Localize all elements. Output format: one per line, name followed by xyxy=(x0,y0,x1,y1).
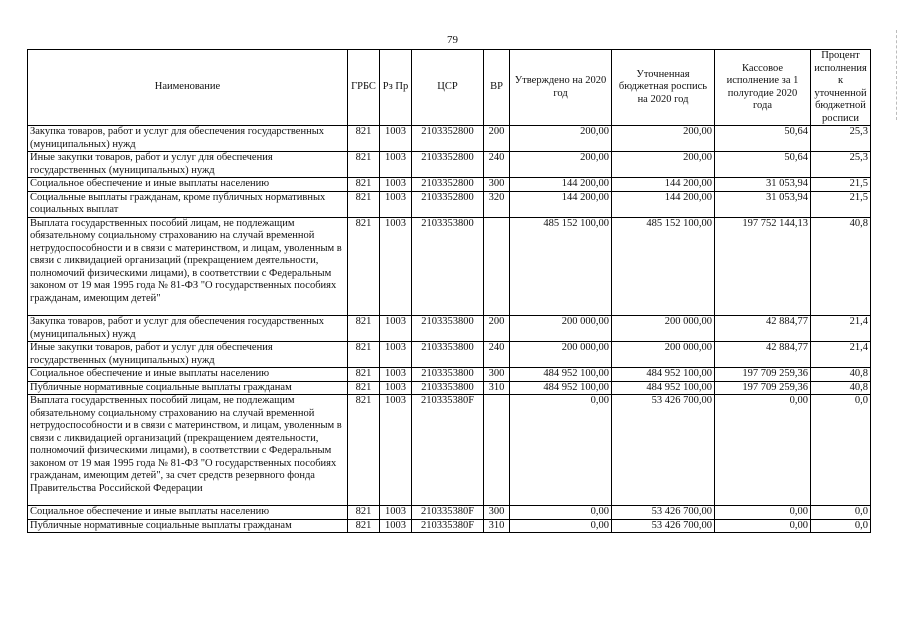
cell-refined: 485 152 100,00 xyxy=(612,217,715,316)
cell-name: Иные закупки товаров, работ и услуг для обеспечения государственных (муниципальных) нужд xyxy=(28,152,348,178)
cell-cash: 197 752 144,13 xyxy=(715,217,811,316)
cell-vr: 200 xyxy=(484,316,510,342)
cell-csr: 2103352800 xyxy=(412,178,484,192)
cell-percent: 40,8 xyxy=(811,381,871,395)
cell-rzpr: 1003 xyxy=(380,191,412,217)
cell-rzpr: 1003 xyxy=(380,381,412,395)
cell-grbs: 821 xyxy=(348,191,380,217)
cell-refined: 53 426 700,00 xyxy=(612,519,715,533)
margin-mark xyxy=(895,30,897,120)
cell-name: Закупка товаров, работ и услуг для обеспечения государственных (муниципальных) нужд xyxy=(28,126,348,152)
cell-percent: 21,4 xyxy=(811,342,871,368)
cell-vr xyxy=(484,217,510,316)
cell-percent: 21,5 xyxy=(811,178,871,192)
cell-approved: 200 000,00 xyxy=(510,342,612,368)
cell-grbs: 821 xyxy=(348,217,380,316)
cell-cash: 31 053,94 xyxy=(715,191,811,217)
cell-csr: 2103353800 xyxy=(412,342,484,368)
table-row xyxy=(28,178,871,192)
cell-vr: 240 xyxy=(484,152,510,178)
cell-refined: 53 426 700,00 xyxy=(612,395,715,506)
cell-grbs: 821 xyxy=(348,381,380,395)
cell-percent: 21,4 xyxy=(811,316,871,342)
cell-name: Выплата государственных пособий лицам, не подлежащим обязательному социальному страхованию на случай временной нетрудоспособности и в связи с материнством, и лицам, уволенным в связи с ликвидацией организаций (прекращением деятельности, полномочий физическими лицами), в соответствии с Федеральным законом от 19 мая 1995 года № 81-ФЗ "О государственных пособиях гражданам, имеющим детей", за счет средств резервного фонда Правительства Российской Федерации xyxy=(28,395,348,506)
header-cash: Кассовое исполнение за 1 полугодие 2020 года xyxy=(715,50,811,126)
table-row xyxy=(28,395,871,506)
cell-rzpr: 1003 xyxy=(380,126,412,152)
cell-rzpr: 1003 xyxy=(380,519,412,533)
header-refined: Уточненная бюджетная роспись на 2020 год xyxy=(612,50,715,126)
cell-percent: 40,8 xyxy=(811,217,871,316)
cell-refined: 144 200,00 xyxy=(612,191,715,217)
page-number: 79 xyxy=(447,34,458,46)
cell-refined: 53 426 700,00 xyxy=(612,506,715,520)
cell-rzpr: 1003 xyxy=(380,506,412,520)
cell-percent: 25,3 xyxy=(811,126,871,152)
cell-grbs: 821 xyxy=(348,395,380,506)
cell-name: Иные закупки товаров, работ и услуг для обеспечения государственных (муниципальных) нужд xyxy=(28,342,348,368)
cell-vr: 300 xyxy=(484,506,510,520)
cell-approved: 485 152 100,00 xyxy=(510,217,612,316)
cell-grbs: 821 xyxy=(348,506,380,520)
cell-vr: 310 xyxy=(484,381,510,395)
cell-refined: 484 952 100,00 xyxy=(612,381,715,395)
header-name: Наименование xyxy=(28,50,348,126)
cell-rzpr: 1003 xyxy=(380,178,412,192)
header-vr: ВР xyxy=(484,50,510,126)
cell-percent: 21,5 xyxy=(811,191,871,217)
cell-percent: 40,8 xyxy=(811,368,871,382)
cell-csr: 210335380F xyxy=(412,395,484,506)
cell-percent: 0,0 xyxy=(811,519,871,533)
cell-csr: 210335380F xyxy=(412,519,484,533)
cell-rzpr: 1003 xyxy=(380,368,412,382)
cell-rzpr: 1003 xyxy=(380,395,412,506)
cell-refined: 200,00 xyxy=(612,152,715,178)
cell-csr: 2103352800 xyxy=(412,152,484,178)
cell-refined: 144 200,00 xyxy=(612,178,715,192)
cell-approved: 0,00 xyxy=(510,506,612,520)
cell-vr: 310 xyxy=(484,519,510,533)
cell-vr: 320 xyxy=(484,191,510,217)
cell-cash: 42 884,77 xyxy=(715,316,811,342)
cell-cash: 50,64 xyxy=(715,152,811,178)
table-row xyxy=(28,316,871,342)
cell-name: Социальное обеспечение и иные выплаты населению xyxy=(28,368,348,382)
cell-name: Социальное обеспечение и иные выплаты населению xyxy=(28,506,348,520)
cell-vr: 200 xyxy=(484,126,510,152)
table-row xyxy=(28,506,871,520)
cell-csr: 2103352800 xyxy=(412,191,484,217)
cell-name: Социальное обеспечение и иные выплаты населению xyxy=(28,178,348,192)
cell-name: Закупка товаров, работ и услуг для обеспечения государственных (муниципальных) нужд xyxy=(28,316,348,342)
cell-approved: 0,00 xyxy=(510,519,612,533)
header-rzpr: Рз Пр xyxy=(380,50,412,126)
cell-approved: 484 952 100,00 xyxy=(510,381,612,395)
cell-grbs: 821 xyxy=(348,152,380,178)
cell-approved: 144 200,00 xyxy=(510,178,612,192)
cell-approved: 0,00 xyxy=(510,395,612,506)
cell-grbs: 821 xyxy=(348,342,380,368)
cell-name: Выплата государственных пособий лицам, не подлежащим обязательному социальному страхованию на случай временной нетрудоспособности и в связи с материнством, и лицам, уволенным в связи с ликвидацией организаций (прекращением деятельности, полномочий физическими лицами), в соответствии с Федеральным законом от 19 мая 1995 года № 81-ФЗ "О государственных пособиях гражданам, имеющим детей" xyxy=(28,217,348,316)
cell-csr: 210335380F xyxy=(412,506,484,520)
cell-grbs: 821 xyxy=(348,519,380,533)
cell-grbs: 821 xyxy=(348,368,380,382)
cell-csr: 2103353800 xyxy=(412,368,484,382)
header-approved: Утверждено на 2020 год xyxy=(510,50,612,126)
table-row xyxy=(28,191,871,217)
cell-approved: 200 000,00 xyxy=(510,316,612,342)
cell-grbs: 821 xyxy=(348,126,380,152)
cell-grbs: 821 xyxy=(348,178,380,192)
table-row xyxy=(28,342,871,368)
cell-name: Публичные нормативные социальные выплаты гражданам xyxy=(28,381,348,395)
cell-cash: 0,00 xyxy=(715,506,811,520)
cell-rzpr: 1003 xyxy=(380,152,412,178)
table-row xyxy=(28,217,871,316)
cell-approved: 144 200,00 xyxy=(510,191,612,217)
cell-csr: 2103352800 xyxy=(412,126,484,152)
table-header-row xyxy=(28,50,871,126)
cell-refined: 484 952 100,00 xyxy=(612,368,715,382)
cell-cash: 42 884,77 xyxy=(715,342,811,368)
cell-cash: 0,00 xyxy=(715,395,811,506)
cell-grbs: 821 xyxy=(348,316,380,342)
cell-name: Социальные выплаты гражданам, кроме публичных нормативных социальных выплат xyxy=(28,191,348,217)
cell-vr xyxy=(484,395,510,506)
cell-percent: 0,0 xyxy=(811,506,871,520)
cell-refined: 200 000,00 xyxy=(612,316,715,342)
cell-vr: 300 xyxy=(484,368,510,382)
cell-name: Публичные нормативные социальные выплаты гражданам xyxy=(28,519,348,533)
cell-cash: 0,00 xyxy=(715,519,811,533)
cell-approved: 200,00 xyxy=(510,126,612,152)
table-row xyxy=(28,152,871,178)
cell-rzpr: 1003 xyxy=(380,342,412,368)
cell-cash: 50,64 xyxy=(715,126,811,152)
cell-csr: 2103353800 xyxy=(412,217,484,316)
header-csr: ЦСР xyxy=(412,50,484,126)
cell-rzpr: 1003 xyxy=(380,217,412,316)
cell-cash: 31 053,94 xyxy=(715,178,811,192)
cell-csr: 2103353800 xyxy=(412,381,484,395)
budget-table xyxy=(27,49,871,533)
cell-percent: 0,0 xyxy=(811,395,871,506)
cell-approved: 484 952 100,00 xyxy=(510,368,612,382)
cell-rzpr: 1003 xyxy=(380,316,412,342)
table-row xyxy=(28,368,871,382)
cell-percent: 25,3 xyxy=(811,152,871,178)
header-grbs: ГРБС xyxy=(348,50,380,126)
table-row xyxy=(28,126,871,152)
cell-vr: 300 xyxy=(484,178,510,192)
cell-cash: 197 709 259,36 xyxy=(715,381,811,395)
cell-refined: 200 000,00 xyxy=(612,342,715,368)
cell-vr: 240 xyxy=(484,342,510,368)
header-percent: Процент исполнения к уточненной бюджетной росписи xyxy=(811,50,871,126)
cell-csr: 2103353800 xyxy=(412,316,484,342)
cell-cash: 197 709 259,36 xyxy=(715,368,811,382)
cell-approved: 200,00 xyxy=(510,152,612,178)
cell-refined: 200,00 xyxy=(612,126,715,152)
table-row xyxy=(28,381,871,395)
table-row xyxy=(28,519,871,533)
